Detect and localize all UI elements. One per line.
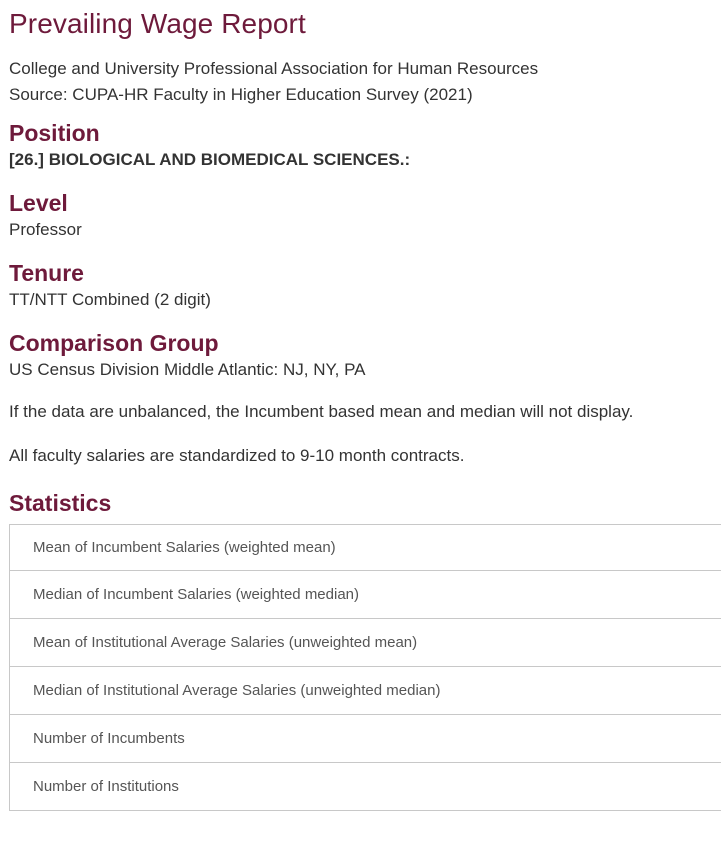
tenure-value: TT/NTT Combined (2 digit) <box>9 290 211 309</box>
table-row <box>10 619 721 667</box>
position-code: [26.] <box>9 150 44 169</box>
stat-median-incumbent: Median of Incumbent Salaries (weighted median) <box>33 586 360 603</box>
table-row <box>10 524 721 571</box>
comparison-group-section <box>9 328 721 382</box>
position-name: BIOLOGICAL AND BIOMEDICAL SCIENCES.: <box>48 150 411 169</box>
report-title: Prevailing Wage Report <box>9 8 306 39</box>
level-heading: Level <box>9 190 68 216</box>
standardization-note: All faculty salaries are standardized to 9-10 month contracts. <box>9 446 465 465</box>
table-row <box>10 763 721 811</box>
stat-number-incumbents: Number of Incumbents <box>33 730 185 747</box>
organization-name: College and University Professional Association for Human Resources <box>9 59 539 78</box>
stat-median-institutional: Median of Institutional Average Salaries (unweighted median) <box>33 682 441 699</box>
tenure-section <box>9 258 721 312</box>
tenure-heading: Tenure <box>9 260 84 286</box>
level-section <box>9 188 721 242</box>
statistics-heading: Statistics <box>9 490 112 516</box>
unbalanced-data-note: If the data are unbalanced, the Incumbent based mean and median will not display. <box>9 402 634 421</box>
position-section <box>9 118 721 172</box>
statistics-table <box>9 524 721 811</box>
position-heading: Position <box>9 120 100 146</box>
stat-number-institutions: Number of Institutions <box>33 778 179 795</box>
comparison-group-heading: Comparison Group <box>9 330 219 356</box>
comparison-group-value: US Census Division Middle Atlantic: NJ, NY, PA <box>9 360 366 379</box>
table-row <box>10 667 721 715</box>
stat-mean-institutional: Mean of Institutional Average Salaries (unweighted mean) <box>33 634 418 651</box>
level-value: Professor <box>9 220 82 239</box>
report-subtitle <box>9 56 721 108</box>
table-row <box>10 571 721 619</box>
data-source: Source: CUPA-HR Faculty in Higher Education Survey (2021) <box>9 85 473 104</box>
position-value <box>9 148 721 172</box>
table-row <box>10 715 721 763</box>
stat-mean-incumbent: Mean of Incumbent Salaries (weighted mean) <box>33 539 336 556</box>
